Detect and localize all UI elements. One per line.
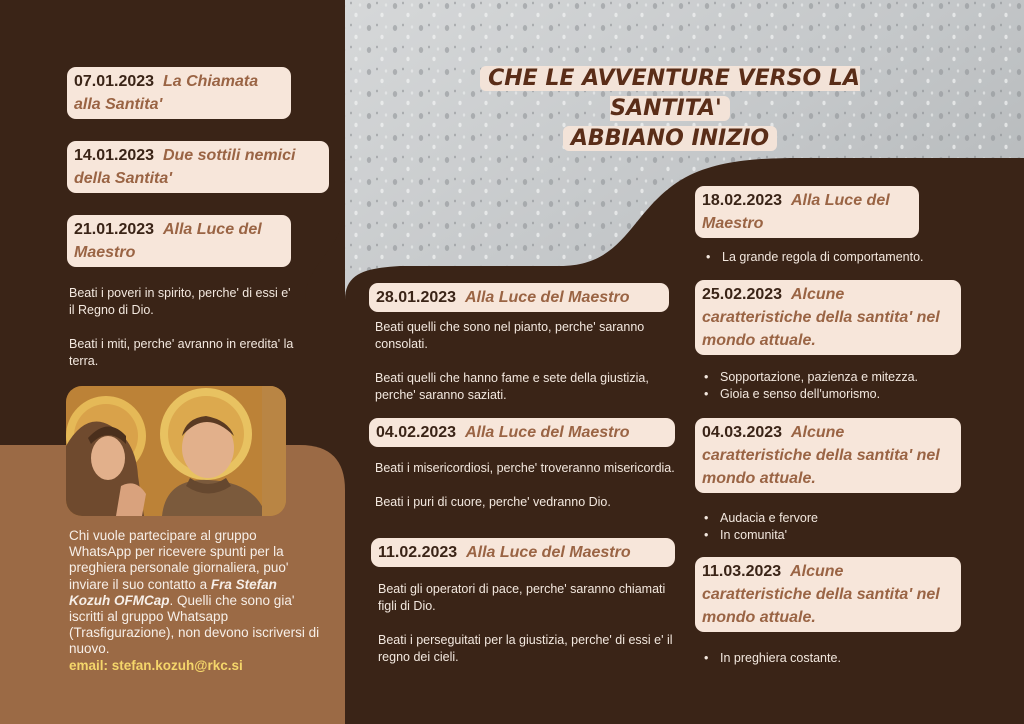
entry-title: Alla Luce del Maestro (702, 192, 890, 232)
beatitude-text-block (378, 581, 678, 666)
beatitude-text: Beati quelli che hanno fame e sete della giustizia, perche' saranno saziati. (375, 371, 649, 402)
entry-pill (695, 418, 961, 493)
entry-date: 18.02.2023 (702, 192, 783, 209)
saints-painting (66, 386, 286, 516)
figure-left-face (91, 436, 125, 480)
entry-pill (67, 141, 329, 193)
bullet-list (698, 510, 998, 544)
beatitude-text: Beati i perseguitati per la giustizia, perche' di essi e' il regno dei cieli. (378, 633, 673, 664)
bullet-list (700, 249, 1000, 266)
list-item: • In comunita' (698, 527, 998, 544)
entry-pill (369, 418, 675, 447)
beatitude-text-block (69, 285, 299, 370)
info-text-continued: . Quelli che sono gia' iscritti al gruppo Whatsapp (Trasfigurazione), non devono iscriversi di nuovo. (69, 592, 320, 657)
email-link[interactable]: email: stefan.kozuh@rkc.si (69, 657, 243, 673)
entry-date: 14.01.2023 (74, 147, 155, 164)
entry-title: La Chiamata alla Santita' (74, 73, 259, 113)
list-item: • In preghiera costante. (698, 650, 998, 667)
headline (440, 64, 900, 154)
entry-date: 28.01.2023 (376, 289, 457, 306)
headline-line1: CHE LE AVVENTURE VERSO LA SANTITA' (480, 66, 860, 121)
entry-date: 21.01.2023 (74, 221, 155, 238)
entry-title: Alcune caratteristiche della santita' nel mondo attuale. (702, 424, 940, 487)
entry-title: Alla Luce del Maestro (74, 221, 262, 261)
entry-date: 04.02.2023 (376, 424, 457, 441)
entry-date: 07.01.2023 (74, 73, 155, 90)
entry-title: Alla Luce del Maestro (464, 289, 630, 306)
entry-date: 11.02.2023 (378, 544, 458, 561)
entry-pill (695, 280, 961, 355)
entry-date: 25.02.2023 (702, 286, 783, 303)
info-text: Chi vuole partecipare al gruppo WhatsApp per ricevere spunti per la preghiera personale giornaliera, puo' inviare il suo contatto a (69, 528, 289, 592)
list-item: • Sopportazione, pazienza e mitezza. (698, 369, 998, 386)
entry-title: Alcune caratteristiche della santita' nel mondo attuale. (702, 563, 940, 626)
beatitude-text: Beati i puri di cuore, perche' vedranno Dio. (375, 495, 611, 509)
list-item: • La grande regola di comportamento. (700, 249, 1000, 266)
entry-title: Alla Luce del Maestro (464, 424, 630, 441)
entry-title: Due sottili nemici della Santita' (74, 147, 296, 187)
beatitude-text-block (375, 319, 665, 404)
entry-title: Alla Luce del Maestro (466, 544, 631, 561)
entry-pill (369, 283, 669, 312)
entry-date: 11.03.2023 (702, 563, 782, 580)
beatitude-text: Beati gli operatori di pace, perche' saranno chiamati figli di Dio. (378, 582, 666, 613)
entry-pill (695, 557, 961, 632)
beatitude-text: Beati i misericordiosi, perche' troveranno misericordia. (375, 461, 675, 475)
whatsapp-info (69, 528, 321, 674)
entry-pill (695, 186, 919, 238)
beatitude-text: Beati i poveri in spirito, perche' di essi e' il Regno di Dio. (69, 286, 291, 317)
contact-name: Fra Stefan Kozuh OFMCap (69, 576, 277, 608)
bullet-list (698, 650, 998, 667)
entry-pill (371, 538, 675, 567)
entry-title: Alcune caratteristiche della santita' nel mondo attuale. (702, 286, 940, 349)
entry-pill (67, 67, 291, 119)
headline-line2: ABBIANO INIZIO (563, 126, 777, 151)
entry-date: 04.03.2023 (702, 424, 783, 441)
beatitude-text: Beati i miti, perche' avranno in eredita' la terra. (69, 337, 294, 368)
list-item: • Audacia e fervore (698, 510, 998, 527)
bullet-list (698, 369, 998, 403)
beatitude-text: Beati quelli che sono nel pianto, perche' saranno consolati. (375, 320, 645, 351)
beatitude-text-block (375, 460, 675, 511)
list-item: • Gioia e senso dell'umorismo. (698, 386, 998, 403)
entry-pill (67, 215, 291, 267)
